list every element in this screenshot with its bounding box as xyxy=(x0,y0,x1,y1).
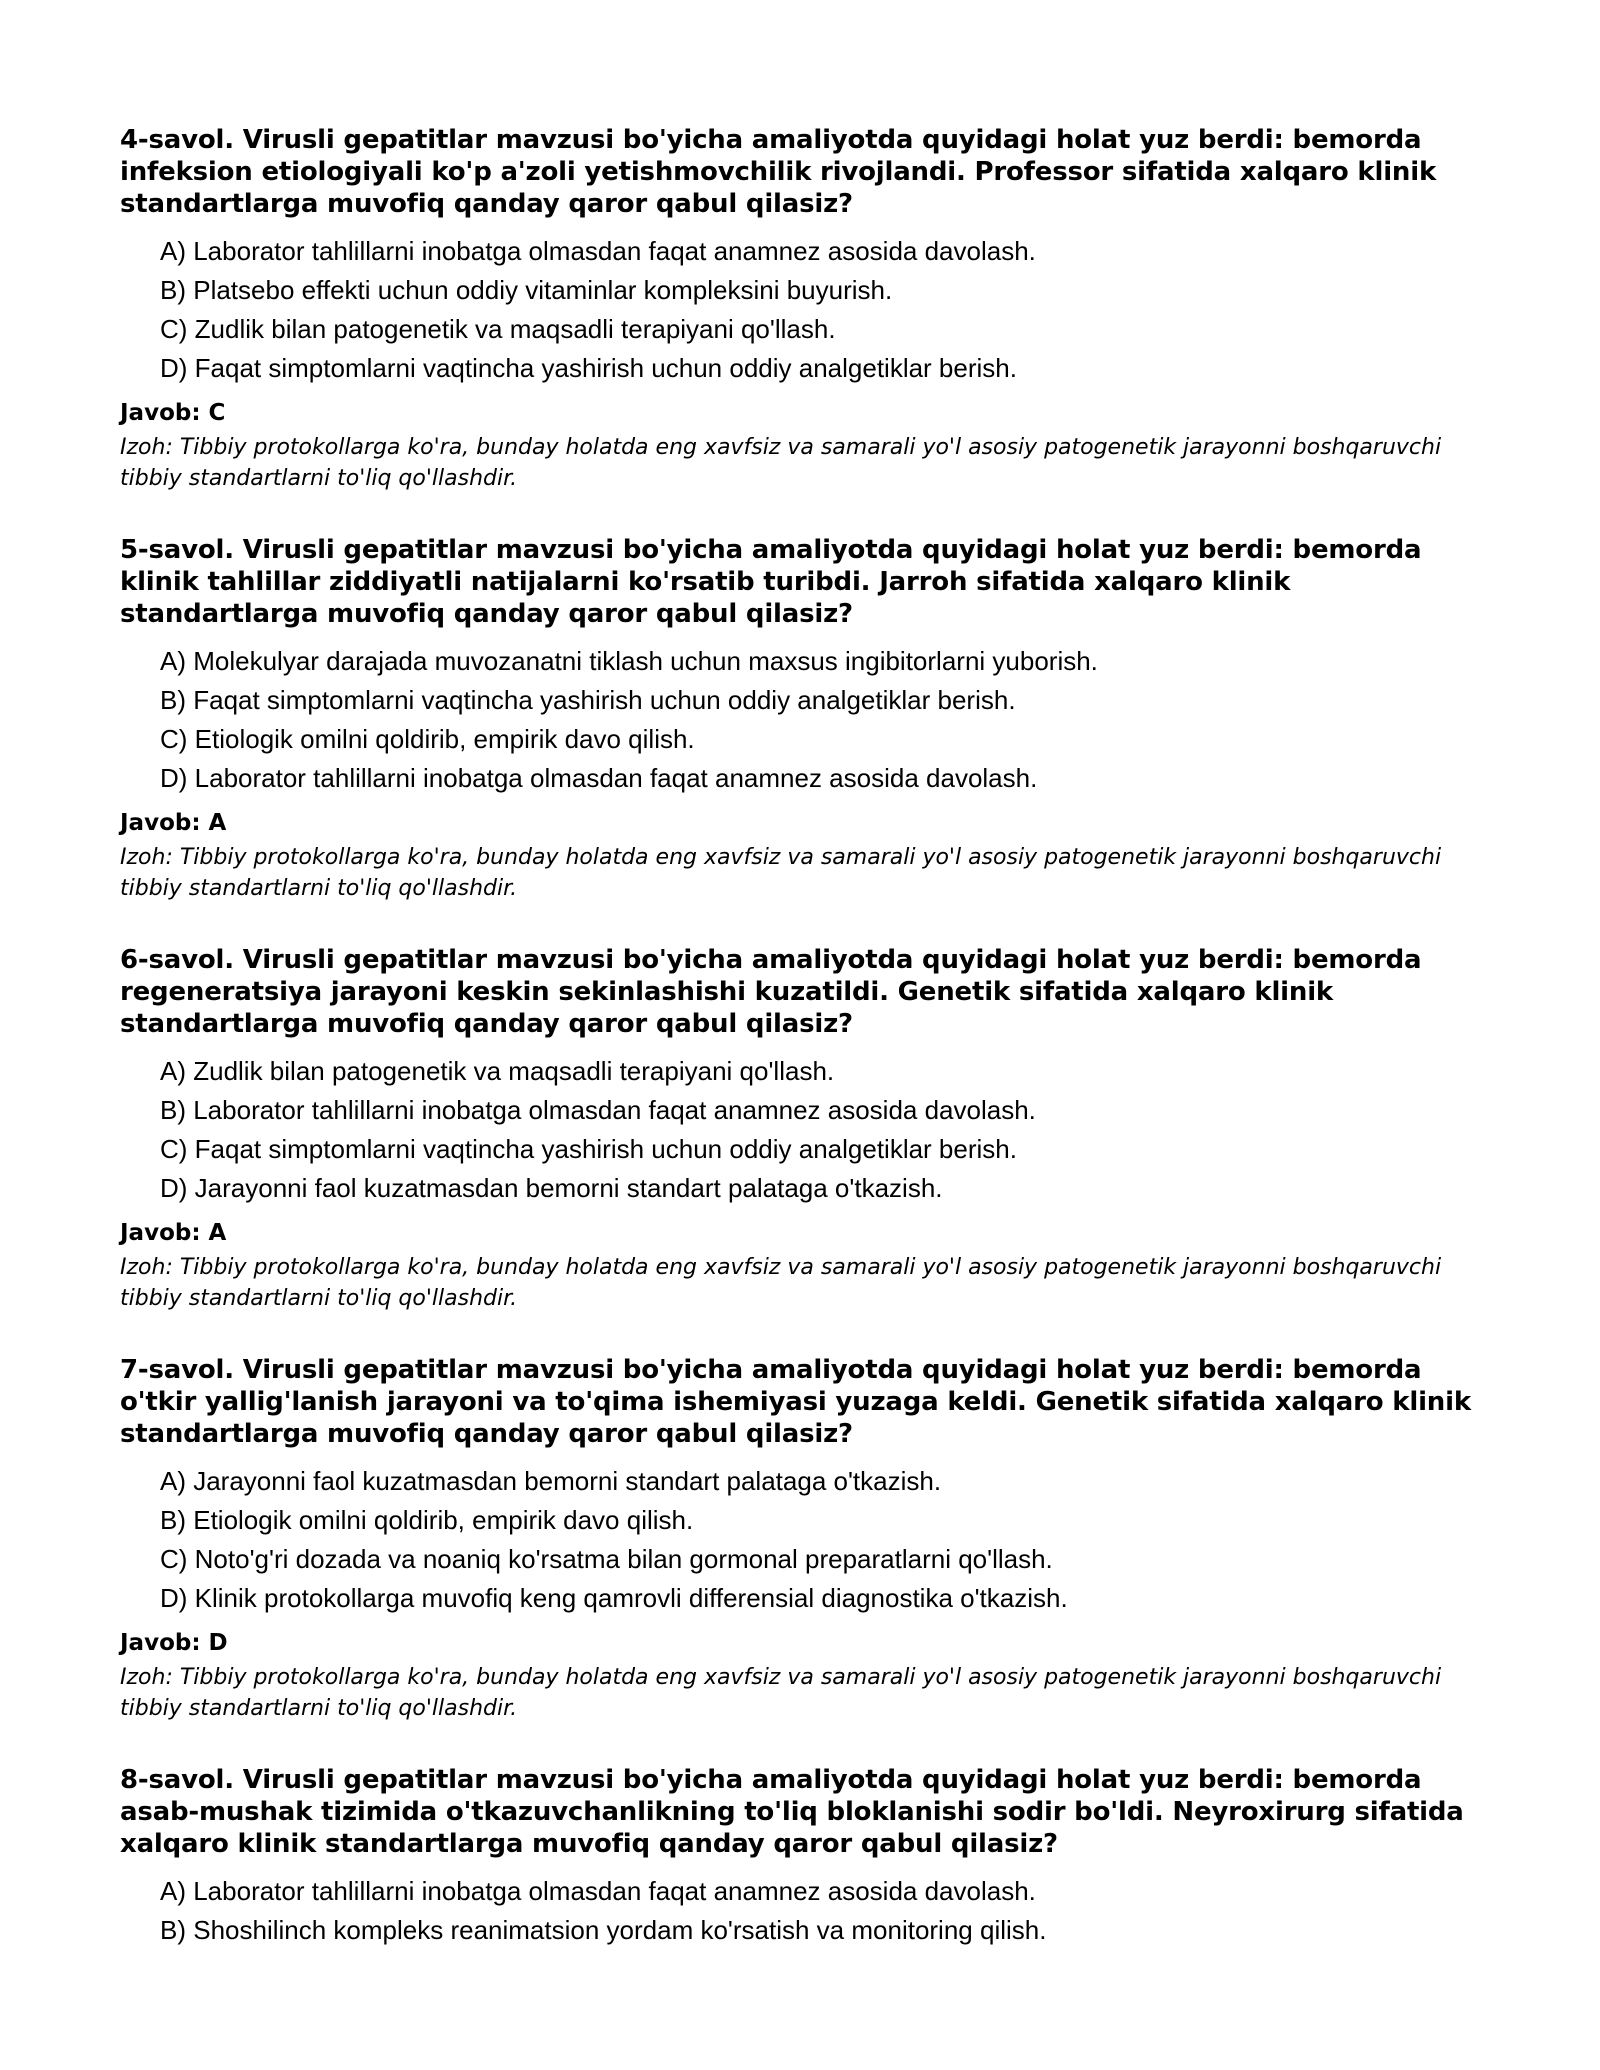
option-list xyxy=(120,1872,1480,1950)
option-b: B) Laborator tahlillarni inobatga olmasdan faqat anamnez asosida davolash. xyxy=(160,1095,1036,1125)
question-7 xyxy=(120,1354,1480,1724)
option-a: A) Jarayonni faol kuzatmasdan bemorni standart palataga o'tkazish. xyxy=(160,1466,942,1496)
option-a: A) Laborator tahlillarni inobatga olmasdan faqat anamnez asosida davolash. xyxy=(160,236,1036,266)
option-a: A) Molekulyar darajada muvozanatni tiklash uchun maxsus ingibitorlarni yuborish. xyxy=(160,646,1098,676)
answer-label: Javob: A xyxy=(120,810,227,836)
option-d: D) Klinik protokollarga muvofiq keng qamrovli differensial diagnostika o'tkazish. xyxy=(160,1583,1068,1613)
option-d: D) Faqat simptomlarni vaqtincha yashirish uchun oddiy analgetiklar berish. xyxy=(160,353,1017,383)
answer-label: Javob: A xyxy=(120,1220,227,1246)
option-d: D) Jarayonni faol kuzatmasdan bemorni standart palataga o'tkazish. xyxy=(160,1173,943,1203)
option-list xyxy=(120,1462,1480,1618)
option-a: A) Laborator tahlillarni inobatga olmasdan faqat anamnez asosida davolash. xyxy=(160,1876,1036,1906)
explanation-note: Izoh: Tibbiy protokollarga ko'ra, bunday holatda eng xavfsiz va samarali yo'l asosiy patogenetik jarayonni boshqaruvchi tibbiy standartlarni to'liq qo'llashdir. xyxy=(120,1665,1442,1721)
option-b: B) Platsebo effekti uchun oddiy vitaminlar kompleksini buyurish. xyxy=(160,275,893,305)
explanation-note: Izoh: Tibbiy protokollarga ko'ra, bunday holatda eng xavfsiz va samarali yo'l asosiy patogenetik jarayonni boshqaruvchi tibbiy standartlarni to'liq qo'llashdir. xyxy=(120,435,1442,491)
question-5 xyxy=(120,534,1480,904)
question-8 xyxy=(120,1764,1480,1950)
option-b: B) Faqat simptomlarni vaqtincha yashirish uchun oddiy analgetiklar berish. xyxy=(160,685,1016,715)
option-list xyxy=(120,642,1480,798)
explanation-note: Izoh: Tibbiy protokollarga ko'ra, bunday holatda eng xavfsiz va samarali yo'l asosiy patogenetik jarayonni boshqaruvchi tibbiy standartlarni to'liq qo'llashdir. xyxy=(120,845,1442,901)
option-list xyxy=(120,232,1480,388)
option-b: B) Etiologik omilni qoldirib, empirik davo qilish. xyxy=(160,1505,694,1535)
option-d: D) Laborator tahlillarni inobatga olmasdan faqat anamnez asosida davolash. xyxy=(160,763,1038,793)
explanation-note: Izoh: Tibbiy protokollarga ko'ra, bunday holatda eng xavfsiz va samarali yo'l asosiy patogenetik jarayonni boshqaruvchi tibbiy standartlarni to'liq qo'llashdir. xyxy=(120,1255,1442,1311)
option-list xyxy=(120,1052,1480,1208)
option-c: C) Zudlik bilan patogenetik va maqsadli terapiyani qo'llash. xyxy=(160,314,836,344)
question-title: 6-savol. Virusli gepatitlar mavzusi bo'yicha amaliyotda quyidagi holat yuz berdi: bemorda regeneratsiya jarayoni keskin sekinlashishi kuzatildi. Genetik sifatida xalqaro klinik standartlarga muvofiq qanday qaror qabul qilasiz? xyxy=(120,945,1422,1039)
option-c: C) Etiologik omilni qoldirib, empirik davo qilish. xyxy=(160,724,695,754)
question-title: 8-savol. Virusli gepatitlar mavzusi bo'yicha amaliyotda quyidagi holat yuz berdi: bemorda asab-mushak tizimida o'tkazuvchanlikning to'liq bloklanishi sodir bo'ldi. Neyroxirurg sifatida xalqaro klinik standartlarga muvofiq qanday qaror qabul qilasiz? xyxy=(120,1765,1464,1859)
answer-label: Javob: D xyxy=(120,1630,228,1656)
question-title: 7-savol. Virusli gepatitlar mavzusi bo'yicha amaliyotda quyidagi holat yuz berdi: bemorda o'tkir yallig'lanish jarayoni va to'qima ishemiyasi yuzaga keldi. Genetik sifatida xalqaro klinik standartlarga muvofiq qanday qaror qabul qilasiz? xyxy=(120,1355,1471,1449)
option-b: B) Shoshilinch kompleks reanimatsion yordam ko'rsatish va monitoring qilish. xyxy=(160,1915,1047,1945)
question-title: 4-savol. Virusli gepatitlar mavzusi bo'yicha amaliyotda quyidagi holat yuz berdi: bemorda infeksion etiologiyali ko'p a'zoli yetishmovchilik rivojlandi. Professor sifatida xalqaro klinik standartlarga muvofiq qanday qaror qabul qilasiz? xyxy=(120,125,1437,219)
question-4 xyxy=(120,124,1480,494)
question-title: 5-savol. Virusli gepatitlar mavzusi bo'yicha amaliyotda quyidagi holat yuz berdi: bemorda klinik tahlillar ziddiyatli natijalarni ko'rsatib turibdi. Jarroh sifatida xalqaro klinik standartlarga muvofiq qanday qaror qabul qilasiz? xyxy=(120,535,1422,629)
option-c: C) Noto'g'ri dozada va noaniq ko'rsatma bilan gormonal preparatlarni qo'llash. xyxy=(160,1544,1053,1574)
option-c: C) Faqat simptomlarni vaqtincha yashirish uchun oddiy analgetiklar berish. xyxy=(160,1134,1017,1164)
question-6 xyxy=(120,944,1480,1314)
option-a: A) Zudlik bilan patogenetik va maqsadli terapiyani qo'llash. xyxy=(160,1056,835,1086)
answer-label: Javob: C xyxy=(120,400,226,426)
